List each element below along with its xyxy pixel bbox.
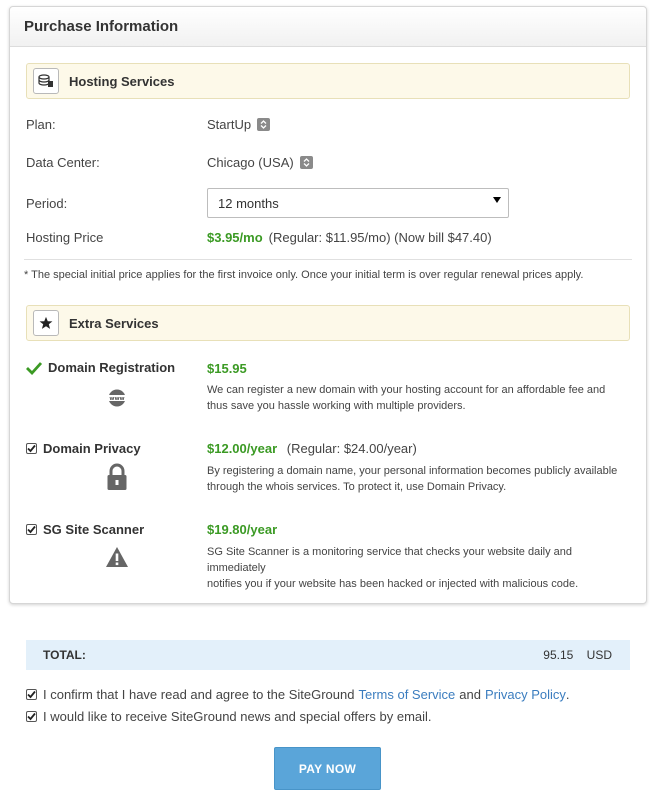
site-scanner-price-value: $19.80/year	[207, 522, 278, 537]
period-label: Period:	[26, 196, 68, 211]
price-note: * The special initial price applies for the first invoice only. Once your initial term is over regular renewal prices apply.	[24, 269, 584, 281]
terms-and: and	[459, 687, 481, 702]
panel-header	[10, 7, 646, 47]
desc-line: notifies you if your website has been hacked or injected with malicious code.	[207, 578, 579, 590]
checkmark-icon	[26, 361, 42, 375]
period-select[interactable]	[207, 188, 509, 218]
extra-services-label: Extra Services	[69, 315, 159, 331]
privacy-policy-link[interactable]: Privacy Policy	[484, 687, 566, 702]
hosting-price	[207, 230, 492, 245]
domain-privacy-price	[207, 441, 417, 456]
total-currency: USD	[586, 648, 612, 662]
datacenter-value-text: Chicago (USA)	[207, 155, 294, 170]
total-label: TOTAL:	[43, 648, 86, 662]
purchase-panel	[9, 6, 647, 604]
datacenter-label: Data Center:	[26, 155, 100, 170]
total-bar	[26, 640, 630, 670]
news-confirm[interactable]	[26, 709, 432, 724]
chevron-down-icon	[493, 197, 501, 203]
plan-value-text: StartUp	[207, 117, 252, 132]
terms-checkbox[interactable]	[26, 689, 37, 700]
domain-registration-name	[26, 360, 175, 375]
domain-privacy-checkbox[interactable]	[26, 443, 37, 454]
spinner-icon[interactable]	[257, 118, 270, 131]
domain-privacy-price-value: $12.00/year	[207, 441, 278, 456]
desc-line: through the whois services. To protect it, use Domain Privacy.	[207, 481, 507, 493]
total-amount	[543, 648, 612, 662]
total-amount-value: 95.15	[543, 648, 574, 662]
desc-line: By registering a domain name, your personal information becomes publicly available	[207, 465, 618, 477]
pay-now-button[interactable]: PAY NOW	[274, 747, 381, 790]
plan-label: Plan:	[26, 117, 56, 132]
domain-privacy-desc	[207, 463, 627, 495]
site-scanner-name[interactable]	[26, 522, 144, 537]
hosting-services-label: Hosting Services	[69, 73, 175, 89]
database-icon	[33, 68, 59, 94]
lock-icon	[106, 463, 128, 494]
site-scanner-desc	[207, 544, 627, 592]
plan-value[interactable]	[207, 117, 270, 132]
warning-icon	[105, 546, 129, 571]
domain-registration-label: Domain Registration	[48, 360, 176, 375]
site-scanner-label: SG Site Scanner	[43, 522, 145, 537]
extra-services-bar	[26, 305, 630, 341]
domain-privacy-name[interactable]	[26, 441, 141, 456]
www-icon	[106, 389, 128, 410]
desc-line: SG Site Scanner is a monitoring service that checks your website daily and immediately	[207, 546, 573, 574]
terms-of-service-link[interactable]: Terms of Service	[358, 687, 456, 702]
hosting-price-value: $3.95/mo	[207, 230, 263, 245]
terms-confirm[interactable]	[26, 687, 570, 702]
page-title: Purchase Information	[24, 18, 179, 35]
domain-registration-desc	[207, 382, 627, 414]
hosting-services-bar	[26, 63, 630, 99]
terms-period: .	[565, 687, 570, 702]
desc-line: thus save you hassle working with multiple providers.	[207, 400, 466, 412]
terms-prefix: I confirm that I have read and agree to the SiteGround	[43, 687, 355, 702]
datacenter-value[interactable]	[207, 155, 313, 170]
star-icon	[33, 310, 59, 336]
hosting-price-label: Hosting Price	[26, 230, 104, 245]
divider	[24, 259, 632, 260]
domain-privacy-regular: (Regular: $24.00/year)	[286, 441, 417, 456]
site-scanner-checkbox[interactable]	[26, 524, 37, 535]
domain-privacy-label: Domain Privacy	[43, 441, 141, 456]
news-checkbox[interactable]	[26, 711, 37, 722]
domain-registration-price-value: $15.95	[207, 361, 247, 376]
spinner-icon[interactable]	[300, 156, 313, 169]
domain-registration-price	[207, 361, 247, 376]
svg-text:www: www	[109, 396, 125, 403]
site-scanner-price	[207, 522, 277, 537]
period-select-value: 12 months	[218, 195, 279, 211]
news-label: I would like to receive SiteGround news and special offers by email.	[43, 709, 432, 724]
hosting-price-extra: (Regular: $11.95/mo) (Now bill $47.40)	[268, 230, 492, 245]
desc-line: We can register a new domain with your hosting account for an affordable fee and	[207, 384, 606, 396]
